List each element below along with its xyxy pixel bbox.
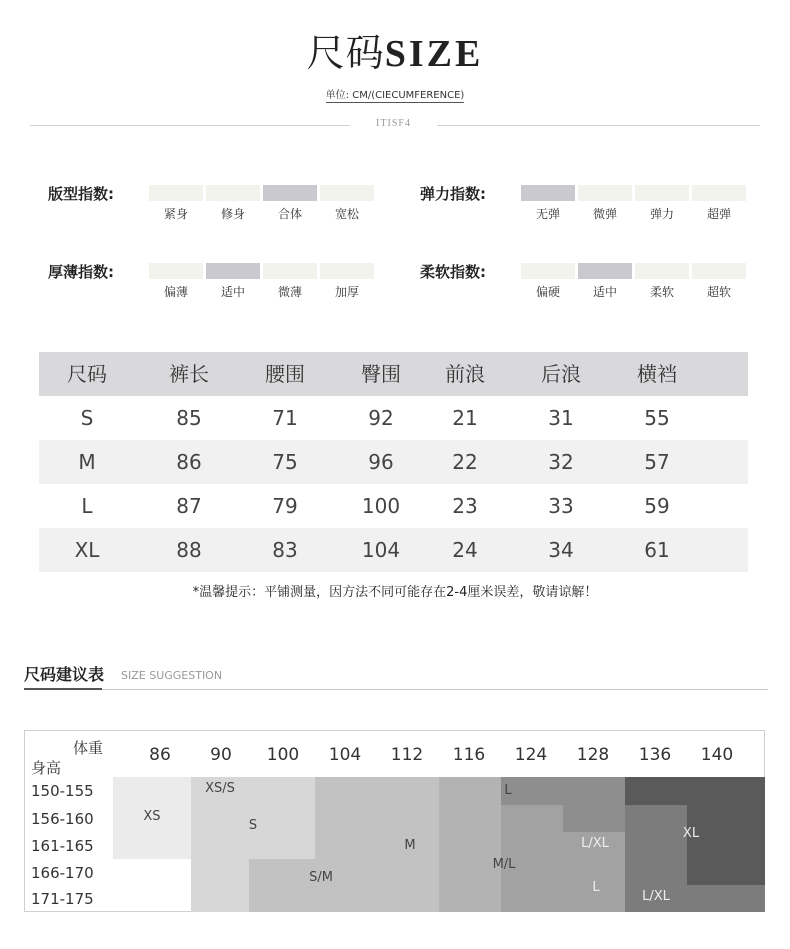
index-segment <box>635 185 689 201</box>
divider-right <box>437 125 760 126</box>
index-segment <box>635 263 689 279</box>
weight-label: 112 <box>390 745 424 765</box>
region-xl <box>625 777 765 805</box>
table-cell: L <box>81 494 93 518</box>
corner-height: 身高 <box>31 759 62 777</box>
table-cell: 79 <box>272 494 298 518</box>
index-option-label: 加厚 <box>334 285 359 299</box>
region-label: S <box>248 818 258 833</box>
table-cell: 87 <box>176 494 202 518</box>
table-cell: 59 <box>644 494 670 518</box>
weight-label: 136 <box>638 745 672 765</box>
index-segment <box>206 263 260 279</box>
table-cell: 33 <box>548 494 574 518</box>
region-label: L/XL <box>581 836 609 851</box>
table-row <box>39 440 748 484</box>
index-option-label: 超软 <box>706 285 731 299</box>
index-segment <box>578 185 632 201</box>
table-header-cell: 横裆 <box>637 362 677 386</box>
index-option-label: 合体 <box>277 207 302 221</box>
region-label: XS/S <box>205 781 235 796</box>
height-label: 156-160 <box>31 810 94 828</box>
region-label: S/M <box>309 870 333 885</box>
table-cell: 34 <box>548 538 574 562</box>
index-option-label: 适中 <box>220 285 245 299</box>
suggestion-divider <box>24 689 768 690</box>
table-cell: 31 <box>548 406 574 430</box>
height-label: 171-175 <box>31 890 94 908</box>
table-cell: XL <box>74 538 100 562</box>
measurement-tip: *温馨提示：平铺测量，因方法不同可能存在2-4厘米误差，敬请谅解！ <box>192 585 598 600</box>
region-xl <box>687 805 765 885</box>
table-cell: 22 <box>452 450 478 474</box>
region-label: M/L <box>492 857 516 872</box>
index-label: 版型指数: <box>48 185 114 203</box>
index-option-label: 修身 <box>220 207 245 221</box>
table-header-row <box>39 352 748 396</box>
table-cell: S <box>80 406 94 430</box>
corner-weight: 体重 <box>73 739 104 757</box>
index-label: 弹力指数: <box>420 185 486 203</box>
table-row <box>39 396 748 440</box>
region-s-m <box>249 859 439 912</box>
index-segment <box>263 263 317 279</box>
index-label: 厚薄指数: <box>48 263 114 281</box>
index-segment <box>320 263 374 279</box>
region-m-l <box>501 805 563 832</box>
table-header-cell: 腰围 <box>265 362 305 386</box>
table-cell: 57 <box>644 450 670 474</box>
weight-label: 90 <box>210 745 232 765</box>
region-label: XS <box>143 809 161 824</box>
suggestion-subtitle: SIZE SUGGESTION <box>121 669 223 682</box>
table-cell: 23 <box>452 494 478 518</box>
index-option-label: 紧身 <box>163 207 188 221</box>
index-option-label: 偏硬 <box>535 285 560 299</box>
table-row <box>39 484 748 528</box>
suggestion-divider-accent <box>24 688 102 690</box>
weight-label: 116 <box>452 745 486 765</box>
index-option-label: 适中 <box>592 285 617 299</box>
title-en: SIZE <box>384 33 484 75</box>
weight-label: 86 <box>149 745 171 765</box>
table-cell: 100 <box>361 494 401 518</box>
table-header-cell: 裤长 <box>169 362 209 386</box>
region-l <box>625 859 687 912</box>
index-option-label: 弹力 <box>649 207 674 221</box>
index-segment <box>206 185 260 201</box>
index-segment <box>149 263 203 279</box>
index-option-label: 柔软 <box>649 285 674 299</box>
table-cell: 32 <box>548 450 574 474</box>
index-label: 柔软指数: <box>420 263 486 281</box>
size-suggestion-grid <box>24 730 765 912</box>
table-header-cell: 后浪 <box>541 362 581 386</box>
table-cell: 24 <box>452 538 478 562</box>
index-option-label: 超弹 <box>706 207 731 221</box>
table-cell: 85 <box>176 406 202 430</box>
index-segment <box>320 185 374 201</box>
region-label: L <box>592 880 600 895</box>
divider-left <box>30 125 350 126</box>
table-row <box>39 528 748 572</box>
index-option-label: 微薄 <box>277 285 302 299</box>
region-label: L/XL <box>642 889 670 904</box>
table-cell: 86 <box>176 450 202 474</box>
index-segment <box>149 185 203 201</box>
height-label: 166-170 <box>31 864 94 882</box>
table-cell: 61 <box>644 538 670 562</box>
index-segment <box>692 185 746 201</box>
table-cell: 21 <box>452 406 478 430</box>
table-cell: 55 <box>644 406 670 430</box>
region-label: XL <box>682 826 700 841</box>
page-title <box>0 30 790 77</box>
table-cell: 104 <box>361 538 401 562</box>
index-segment <box>521 263 575 279</box>
table-cell: 92 <box>368 406 394 430</box>
table-cell: 88 <box>176 538 202 562</box>
region-l <box>563 805 625 832</box>
region-label: L <box>504 783 512 798</box>
index-segment <box>578 263 632 279</box>
height-label: 161-165 <box>31 837 94 855</box>
weight-label: 100 <box>266 745 300 765</box>
unit-note <box>0 86 790 101</box>
index-option-label: 偏薄 <box>163 285 188 299</box>
index-segment <box>263 185 317 201</box>
table-header-cell: 尺码 <box>67 362 107 386</box>
title-cn: 尺码 <box>306 31 385 75</box>
weight-label: 140 <box>700 745 734 765</box>
table-header-cell: 前浪 <box>445 362 485 386</box>
table-cell: 96 <box>368 450 394 474</box>
index-option-label: 宽松 <box>334 207 359 221</box>
weight-label: 124 <box>514 745 548 765</box>
suggestion-title: 尺码建议表 <box>24 665 105 684</box>
region-s <box>249 777 315 805</box>
index-segment <box>692 263 746 279</box>
index-option-label: 无弹 <box>535 207 560 221</box>
table-cell: 75 <box>272 450 298 474</box>
divider-text: ITISF4 <box>376 118 411 129</box>
table-cell: M <box>78 450 96 474</box>
index-option-label: 微弹 <box>592 207 617 221</box>
region-l-xl <box>687 885 765 912</box>
unit-text: 单位: CM/(CIECUMFERENCE) <box>325 90 465 101</box>
region-label: M <box>404 838 416 853</box>
height-label: 150-155 <box>31 782 94 800</box>
table-cell: 71 <box>272 406 298 430</box>
weight-label: 128 <box>576 745 610 765</box>
weight-label: 104 <box>328 745 362 765</box>
index-segment <box>521 185 575 201</box>
table-cell: 83 <box>272 538 298 562</box>
table-header-cell: 臀围 <box>361 362 401 386</box>
